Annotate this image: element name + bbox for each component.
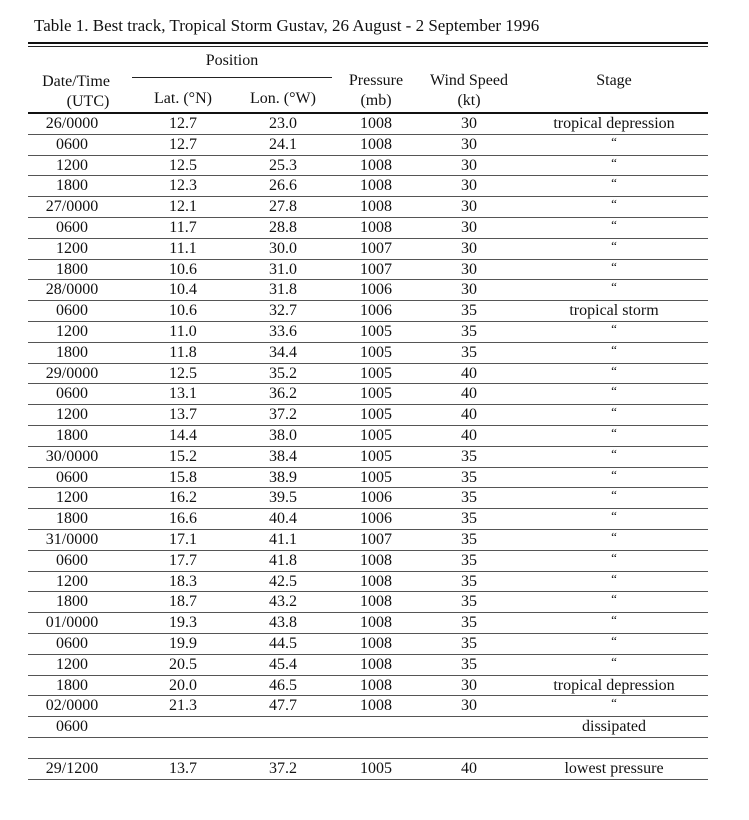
cell-pressure: 1006 — [360, 510, 392, 528]
cell-pressure: 1008 — [360, 551, 392, 569]
cell-date: 1200 — [56, 572, 88, 590]
cell-stage: “ — [611, 154, 617, 170]
cell-date: 1800 — [56, 593, 88, 611]
cell-date: 27/0000 — [45, 198, 99, 216]
cell-date: 1200 — [56, 655, 88, 673]
cell-pressure: 1008 — [360, 135, 392, 153]
cell-date: 0600 — [56, 718, 88, 736]
header-utc: (UTC) — [66, 93, 110, 110]
cell-wind: 35 — [461, 530, 477, 548]
cell-wind: 30 — [461, 697, 477, 715]
cell-lat: 14.4 — [169, 426, 197, 444]
cell-lon: 41.1 — [269, 530, 297, 548]
cell-lon: 41.8 — [269, 551, 297, 569]
cell-pressure: 1005 — [360, 447, 392, 465]
cell-pressure: 1006 — [360, 489, 392, 507]
cell-wind: 35 — [461, 614, 477, 632]
cell-date: 0600 — [56, 385, 88, 403]
cell-date: 0600 — [56, 634, 88, 652]
header-lon: Lon. (°W) — [250, 90, 316, 107]
cell-wind: 35 — [461, 447, 477, 465]
cell-date: 1800 — [56, 676, 88, 694]
cell-stage: “ — [611, 216, 617, 232]
cell-lat: 21.3 — [169, 697, 197, 715]
cell-lon: 38.9 — [269, 468, 297, 486]
table-row — [28, 634, 708, 655]
cell-stage: “ — [611, 570, 617, 586]
table-row — [28, 447, 708, 468]
cell-date: 0600 — [56, 218, 88, 236]
cell-lat: 16.6 — [169, 510, 197, 528]
cell-wind: 30 — [461, 156, 477, 174]
cell-wind: 30 — [461, 239, 477, 257]
table-row — [28, 156, 708, 177]
cell-stage: dissipated — [582, 718, 646, 736]
cell-date: 1200 — [56, 489, 88, 507]
cell-lon: 43.2 — [269, 593, 297, 611]
cell-lat: 17.7 — [169, 551, 197, 569]
table-row — [28, 280, 708, 301]
cell-date: 1800 — [56, 426, 88, 444]
cell-lon: 30.0 — [269, 239, 297, 257]
cell-wind: 30 — [461, 198, 477, 216]
cell-pressure: 1005 — [360, 759, 392, 777]
table-row — [28, 488, 708, 509]
cell-date: 29/0000 — [45, 364, 99, 382]
cell-pressure: 1005 — [360, 364, 392, 382]
cell-lat: 12.1 — [169, 198, 197, 216]
cell-lat: 12.7 — [169, 135, 197, 153]
table-row — [28, 114, 708, 135]
cell-lon: 42.5 — [269, 572, 297, 590]
cell-wind: 35 — [461, 489, 477, 507]
cell-lon: 40.4 — [269, 510, 297, 528]
cell-lon: 37.2 — [269, 406, 297, 424]
cell-lat: 13.7 — [169, 406, 197, 424]
cell-lat: 15.8 — [169, 468, 197, 486]
cell-pressure: 1008 — [360, 676, 392, 694]
cell-wind: 35 — [461, 593, 477, 611]
cell-lon: 39.5 — [269, 489, 297, 507]
cell-pressure: 1008 — [360, 177, 392, 195]
header-lat: Lat. (°N) — [154, 90, 212, 107]
cell-pressure: 1005 — [360, 385, 392, 403]
cell-wind: 30 — [461, 177, 477, 195]
cell-lon: 47.7 — [269, 697, 297, 715]
table-title: Table 1. Best track, Tropical Storm Gustav, 26 August - 2 September 1996 — [34, 16, 540, 35]
table-row — [28, 509, 708, 530]
cell-lat: 16.2 — [169, 489, 197, 507]
table-row — [28, 135, 708, 156]
cell-lon: 32.7 — [269, 302, 297, 320]
table-row — [28, 405, 708, 426]
cell-pressure: 1008 — [360, 218, 392, 236]
cell-pressure: 1008 — [360, 572, 392, 590]
cell-lon: 44.5 — [269, 634, 297, 652]
cell-lon: 24.1 — [269, 135, 297, 153]
cell-date: 0600 — [56, 135, 88, 153]
cell-lat: 17.1 — [169, 530, 197, 548]
cell-wind: 40 — [461, 364, 477, 382]
cell-wind: 30 — [461, 676, 477, 694]
cell-stage: “ — [611, 258, 617, 274]
cell-pressure: 1005 — [360, 426, 392, 444]
cell-stage: tropical depression — [553, 115, 675, 132]
cell-lat: 12.3 — [169, 177, 197, 195]
cell-date: 1800 — [56, 177, 88, 195]
cell-pressure: 1008 — [360, 156, 392, 174]
cell-stage: “ — [611, 591, 617, 607]
table-row — [28, 655, 708, 676]
cell-stage: tropical storm — [569, 302, 659, 320]
cell-lat: 19.9 — [169, 634, 197, 652]
cell-pressure: 1005 — [360, 322, 392, 340]
table-row — [28, 343, 708, 364]
cell-wind: 30 — [461, 260, 477, 278]
table-row — [28, 301, 708, 322]
cell-stage: “ — [611, 341, 617, 357]
cell-stage: “ — [611, 487, 617, 503]
cell-wind: 40 — [461, 759, 477, 777]
cell-lat: 20.5 — [169, 655, 197, 673]
cell-lon: 25.3 — [269, 156, 297, 174]
cell-date: 01/0000 — [45, 614, 99, 632]
cell-wind: 30 — [461, 281, 477, 299]
cell-lat: 12.5 — [169, 156, 197, 174]
cell-lon: 31.8 — [269, 281, 297, 299]
cell-stage: “ — [611, 695, 617, 711]
cell-stage: “ — [611, 133, 617, 149]
cell-lat: 18.3 — [169, 572, 197, 590]
cell-lon: 28.8 — [269, 218, 297, 236]
cell-pressure: 1007 — [360, 260, 392, 278]
cell-date: 1200 — [56, 406, 88, 424]
table-spacer-row — [28, 738, 708, 759]
cell-pressure: 1005 — [360, 406, 392, 424]
cell-lon: 31.0 — [269, 260, 297, 278]
cell-wind: 35 — [461, 343, 477, 361]
cell-pressure: 1008 — [360, 697, 392, 715]
table-row — [28, 218, 708, 239]
table-row — [28, 197, 708, 218]
cell-wind: 30 — [461, 135, 477, 153]
cell-stage: “ — [611, 279, 617, 295]
header-wind: Wind Speed — [429, 72, 508, 89]
cell-lat: 20.0 — [169, 676, 197, 694]
position-underline — [132, 77, 332, 78]
cell-lon: 45.4 — [269, 655, 297, 673]
cell-stage: tropical depression — [553, 676, 675, 694]
cell-stage: “ — [611, 653, 617, 669]
cell-stage: “ — [611, 383, 617, 399]
cell-date: 31/0000 — [45, 530, 99, 548]
table-row — [28, 717, 708, 738]
table-row — [28, 176, 708, 197]
cell-lon: 38.0 — [269, 426, 297, 444]
cell-lat: 10.4 — [169, 281, 197, 299]
cell-wind: 40 — [461, 385, 477, 403]
cell-lat: 12.5 — [169, 364, 197, 382]
cell-pressure: 1005 — [360, 468, 392, 486]
cell-stage: “ — [611, 549, 617, 565]
cell-wind: 35 — [461, 655, 477, 673]
cell-lat: 18.7 — [169, 593, 197, 611]
cell-date: 1800 — [56, 343, 88, 361]
cell-lat: 11.7 — [169, 218, 197, 236]
cell-wind: 35 — [461, 510, 477, 528]
cell-date: 0600 — [56, 468, 88, 486]
table-row — [28, 592, 708, 613]
table-row — [28, 260, 708, 281]
header-date-time: Date/Time — [42, 73, 110, 90]
cell-lon: 35.2 — [269, 364, 297, 382]
table-row — [28, 384, 708, 405]
cell-wind: 35 — [461, 468, 477, 486]
cell-date: 1200 — [56, 322, 88, 340]
summary-row — [28, 759, 708, 780]
cell-stage: “ — [611, 612, 617, 628]
cell-date: 0600 — [56, 302, 88, 320]
table-row — [28, 468, 708, 489]
header-pressure: Pressure — [348, 72, 404, 89]
cell-lat: 11.1 — [169, 239, 197, 257]
cell-wind: 35 — [461, 302, 477, 320]
cell-lon: 43.8 — [269, 614, 297, 632]
cell-lat: 12.7 — [169, 115, 197, 132]
cell-pressure: 1008 — [360, 655, 392, 673]
cell-pressure: 1008 — [360, 115, 392, 132]
cell-pressure: 1008 — [360, 634, 392, 652]
cell-wind: 35 — [461, 634, 477, 652]
cell-lat: 13.7 — [169, 759, 197, 777]
table-row — [28, 239, 708, 260]
cell-pressure: 1007 — [360, 530, 392, 548]
cell-stage: “ — [611, 320, 617, 336]
cell-lat: 13.1 — [169, 385, 197, 403]
header-stage: Stage — [596, 72, 632, 89]
cell-lon: 38.4 — [269, 447, 297, 465]
cell-wind: 35 — [461, 572, 477, 590]
cell-stage: “ — [611, 632, 617, 648]
cell-lat: 11.0 — [169, 322, 197, 340]
top-rule-thin — [28, 46, 708, 47]
cell-wind: 30 — [461, 115, 477, 132]
cell-stage: “ — [611, 196, 617, 212]
cell-stage: “ — [611, 404, 617, 420]
cell-wind: 35 — [461, 322, 477, 340]
cell-stage: “ — [611, 424, 617, 440]
cell-lon: 27.8 — [269, 198, 297, 216]
cell-stage: “ — [611, 237, 617, 253]
table-row — [28, 322, 708, 343]
cell-pressure: 1005 — [360, 343, 392, 361]
cell-stage: “ — [611, 175, 617, 191]
cell-pressure: 1008 — [360, 614, 392, 632]
cell-pressure: 1007 — [360, 239, 392, 257]
cell-date: 1800 — [56, 260, 88, 278]
cell-lat: 15.2 — [169, 447, 197, 465]
table-row — [28, 551, 708, 572]
cell-stage: “ — [611, 362, 617, 378]
cell-wind: 35 — [461, 551, 477, 569]
cell-lon: 26.6 — [269, 177, 297, 195]
cell-date: 26/0000 — [45, 115, 99, 132]
table-row — [28, 696, 708, 717]
cell-lon: 23.0 — [269, 115, 297, 132]
cell-stage: “ — [611, 466, 617, 482]
cell-wind: 40 — [461, 426, 477, 444]
table-row — [28, 530, 708, 551]
cell-lon: 34.4 — [269, 343, 297, 361]
table-body — [28, 114, 708, 780]
cell-lat: 10.6 — [169, 302, 197, 320]
cell-stage: “ — [611, 528, 617, 544]
cell-stage: lowest pressure — [564, 759, 664, 777]
cell-date: 0600 — [56, 551, 88, 569]
cell-date: 1800 — [56, 510, 88, 528]
cell-lon: 37.2 — [269, 759, 297, 777]
cell-date: 02/0000 — [45, 697, 99, 715]
cell-pressure: 1008 — [360, 198, 392, 216]
cell-pressure: 1006 — [360, 302, 392, 320]
cell-wind: 40 — [461, 406, 477, 424]
cell-pressure: 1006 — [360, 281, 392, 299]
header-wind-unit: (kt) — [457, 92, 481, 109]
cell-lat: 19.3 — [169, 614, 197, 632]
cell-lon: 46.5 — [269, 676, 297, 694]
cell-wind: 30 — [461, 218, 477, 236]
header-position: Position — [205, 52, 259, 69]
cell-pressure: 1008 — [360, 593, 392, 611]
table-row — [28, 676, 708, 697]
cell-stage: “ — [611, 508, 617, 524]
cell-lon: 36.2 — [269, 385, 297, 403]
cell-date: 1200 — [56, 239, 88, 257]
table-row — [28, 364, 708, 385]
header-pressure-unit: (mb) — [360, 92, 392, 109]
cell-lon: 33.6 — [269, 322, 297, 340]
cell-lat: 11.8 — [169, 343, 197, 361]
table-row — [28, 572, 708, 593]
cell-date: 29/1200 — [45, 759, 99, 777]
cell-date: 28/0000 — [45, 281, 99, 299]
cell-lat: 10.6 — [169, 260, 197, 278]
table-row — [28, 426, 708, 447]
cell-stage: “ — [611, 445, 617, 461]
top-rule — [28, 42, 708, 44]
table-row — [28, 613, 708, 634]
cell-date: 30/0000 — [45, 447, 99, 465]
cell-date: 1200 — [56, 156, 88, 174]
